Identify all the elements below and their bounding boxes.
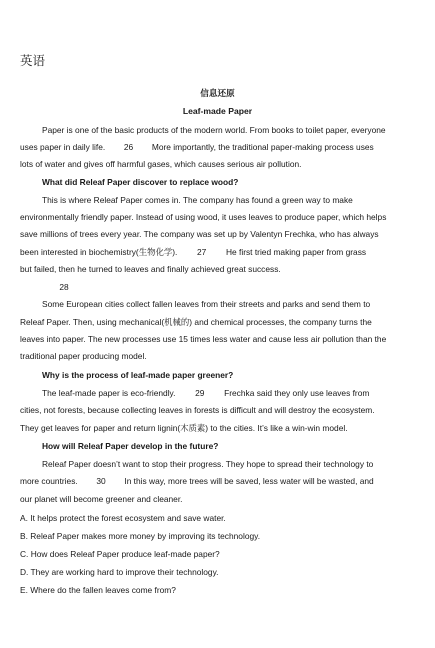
blank-29[interactable]: 29 — [195, 388, 205, 398]
paragraph-3-line-1: Some European cities collect fallen leaves from their streets and parks and send them to — [42, 299, 371, 309]
option-d: D. They are working hard to improve their technology. — [20, 567, 219, 577]
subject-label: 英语 — [20, 53, 46, 68]
paragraph-5-line-2: more countries. 30 In this way, more trees will be saved, less water will be wasted, and — [20, 476, 374, 486]
question-heading-3: How will Releaf Paper develop in the future? — [42, 441, 219, 451]
blank-27[interactable]: 27 — [196, 247, 207, 257]
paragraph-3-line-3: leaves into paper. The new processes use 15 times less water and cause less air pollution than the — [20, 334, 387, 344]
blank-26[interactable]: 26 — [123, 142, 134, 152]
paragraph-3-line-2: Releaf Paper. Then, using mechanical(机械的) and chemical processes, the company turns the — [20, 317, 372, 327]
paragraph-5-line-1: Releaf Paper doesn’t want to stop their progress. They hope to spread their technology to — [42, 459, 374, 469]
section-title: 信息还原 — [200, 88, 235, 98]
paragraph-3-line-4: traditional paper producing model. — [20, 351, 147, 361]
option-a: A. It helps protect the forest ecosystem and save water. — [20, 513, 226, 523]
paragraph-1-line-1: Paper is one of the basic products of the modern world. From books to toilet paper, everyone — [42, 125, 386, 135]
paragraph-2-line-3: save millions of trees every year. The company was set up by Valentyn Frechka, who has always — [20, 229, 379, 239]
question-heading-1: What did Releaf Paper discover to replace wood? — [42, 177, 239, 187]
option-c: C. How does Releaf Paper produce leaf-made paper? — [20, 549, 220, 559]
paragraph-2-line-2: environmentally friendly paper. Instead of using wood, it uses leaves to produce paper, which helps — [20, 212, 387, 222]
question-heading-2: Why is the process of leaf-made paper greener? — [42, 370, 234, 380]
paragraph-5-line-3: our planet will become greener and cleaner. — [20, 494, 183, 504]
paragraph-4-line-2: cities, not forests, because collecting leaves in forests is difficult and will destroy the ecosystem. — [20, 405, 375, 415]
blank-28[interactable]: 28 — [59, 282, 69, 292]
article-title: Leaf-made Paper — [182, 106, 253, 116]
paragraph-2-line-4: been interested in biochemistry(生物化学). 27 He first tried making paper from grass — [20, 247, 367, 257]
paragraph-4-line-1: The leaf-made paper is eco-friendly. 29 Frechka said they only use leaves from — [42, 388, 370, 398]
paragraph-1-line-3: lots of water and gives off harmful gases, which causes serious air pollution. — [20, 159, 302, 169]
option-b: B. Releaf Paper makes more money by improving its technology. — [20, 531, 261, 541]
option-e: E. Where do the fallen leaves come from? — [20, 585, 176, 595]
blank-28-line — [42, 282, 420, 292]
blank-30[interactable]: 30 — [96, 476, 106, 486]
paragraph-2-line-5: but failed, then he turned to leaves and finally achieved great success. — [20, 264, 281, 274]
paragraph-1-line-2: uses paper in daily life. 26 More importantly, the traditional paper-making process uses — [20, 142, 374, 152]
paragraph-2-line-1: This is where Releaf Paper comes in. The company has found a green way to make — [42, 195, 353, 205]
paragraph-4-line-3: They get leaves for paper and return lignin(木质素) to the cities. It’s like a win-win model. — [20, 423, 348, 433]
